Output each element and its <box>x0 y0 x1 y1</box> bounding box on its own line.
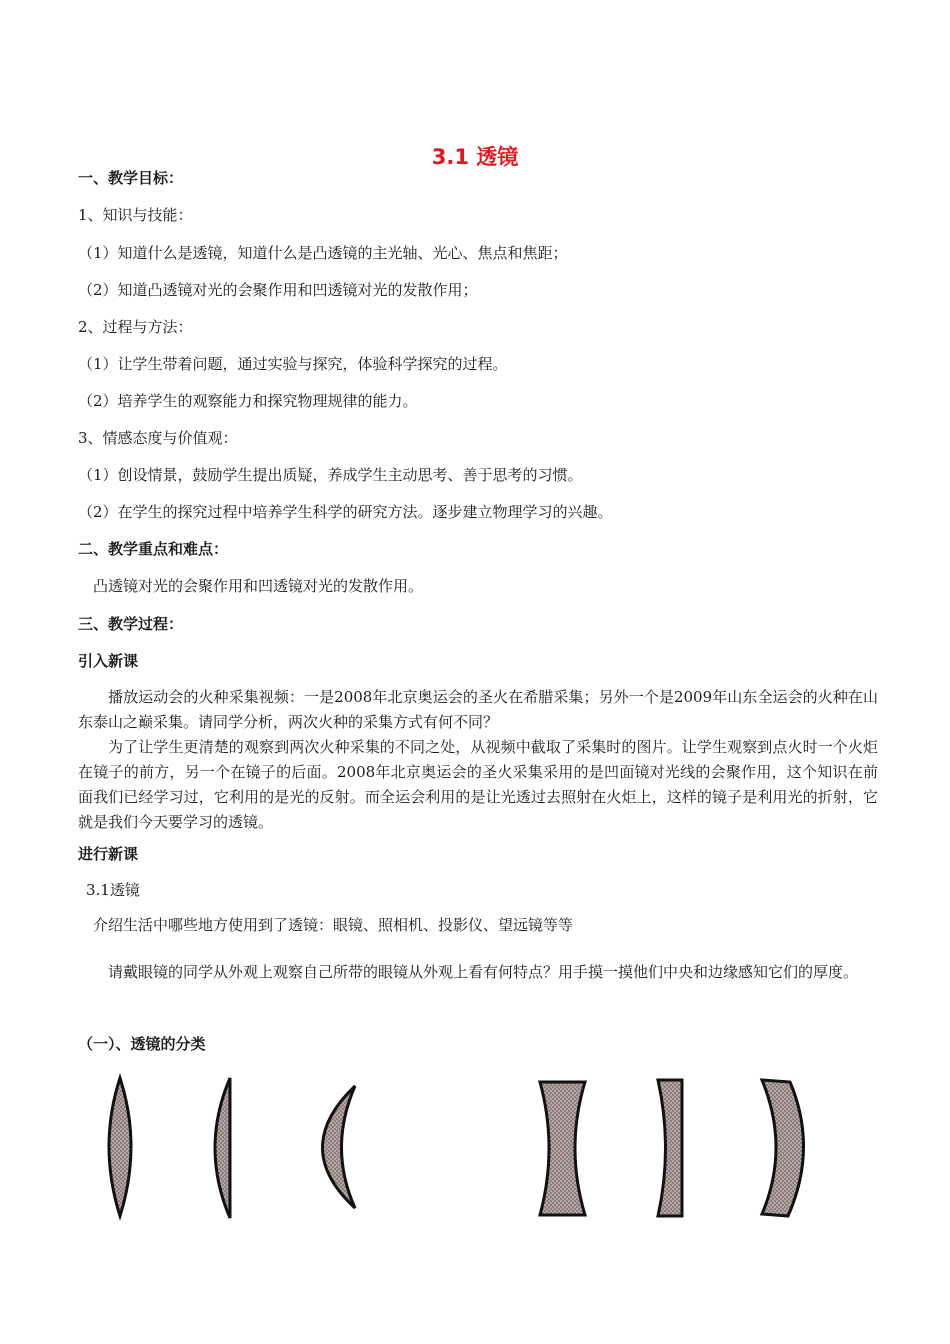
key-points-text: 凸透镜对光的会聚作用和凹透镜对光的发散作用。 <box>93 577 424 595</box>
plano-convex-lens <box>215 1078 230 1218</box>
lesson-paragraph-2: 请戴眼镜的同学从外观上观察自己所带的眼镜从外观上看有何特点？用手摸一摸他们中央和边缘感知它们的厚度。 <box>108 963 859 981</box>
list-item: （1）知道什么是透镜，知道什么是凸透镜的主光轴、光心、焦点和焦距； <box>78 244 568 262</box>
biconvex-lens <box>109 1078 131 1216</box>
lesson-paragraph-1: 介绍生活中哪些地方使用到了透镜：眼镜、照相机、投影仪、望远镜等等 <box>93 916 574 934</box>
lesson-label: 3.1透镜 <box>86 881 140 899</box>
biconcave-lens <box>540 1082 585 1215</box>
section-2-heading: 二、教学重点和难点： <box>78 540 229 558</box>
plano-concave-lens <box>658 1080 682 1216</box>
intro-paragraph-2: 为了让学生更清楚的观察到两次火种采集的不同之处，从视频中截取了采集时的图片。让学生观察到点火时一个火炬在镜子的前方，另一个在镜子的后面。2008年北京奥运会的圣火采集采用的是凹面镜对光线的会聚作用，这个知识在前面我们已经学习过，它利用的是光的反射。而全运会利用的是让光透过去照射在火炬上，这样的镜子是利用光的折射，它就是我们今天要学习的透镜。 <box>78 738 878 831</box>
list-item: （2）在学生的探究过程中培养学生科学的研究方法。逐步建立物理学习的兴趣。 <box>78 503 613 521</box>
section-3-heading: 三、教学过程： <box>78 615 184 633</box>
list-item: （2）培养学生的观察能力和探究物理规律的能力。 <box>78 392 418 410</box>
lens-figures <box>90 1070 850 1230</box>
classification-heading: （一）、透镜的分类 <box>78 1035 206 1053</box>
list-item: （1）创设情景，鼓励学生提出质疑，养成学生主动思考、善于思考的习惯。 <box>78 466 583 484</box>
list-item: （2）知道凸透镜对光的会聚作用和凹透镜对光的发散作用； <box>78 281 478 299</box>
page-title: 3.1 透镜 <box>431 145 519 169</box>
list-item: （1）让学生带着问题，通过实验与探究，体验科学探究的过程。 <box>78 355 508 373</box>
convex-meniscus-lens <box>323 1086 356 1208</box>
subsection-process: 2、过程与方法： <box>78 318 193 336</box>
concave-meniscus-lens <box>762 1080 804 1216</box>
subsection-knowledge: 1、知识与技能： <box>78 206 193 224</box>
intro-heading: 引入新课 <box>78 652 139 670</box>
new-lesson-heading: 进行新课 <box>78 845 139 863</box>
section-1-heading: 一、教学目标： <box>78 169 184 187</box>
intro-paragraph-1: 播放运动会的火种采集视频：一是2008年北京奥运会的圣火在希腊采集；另外一个是2009年山东全运会的火种在山东泰山之巅采集。请同学分析，两次火种的采集方式有何不同？ <box>78 688 878 731</box>
subsection-attitude: 3、情感态度与价值观： <box>78 429 238 447</box>
